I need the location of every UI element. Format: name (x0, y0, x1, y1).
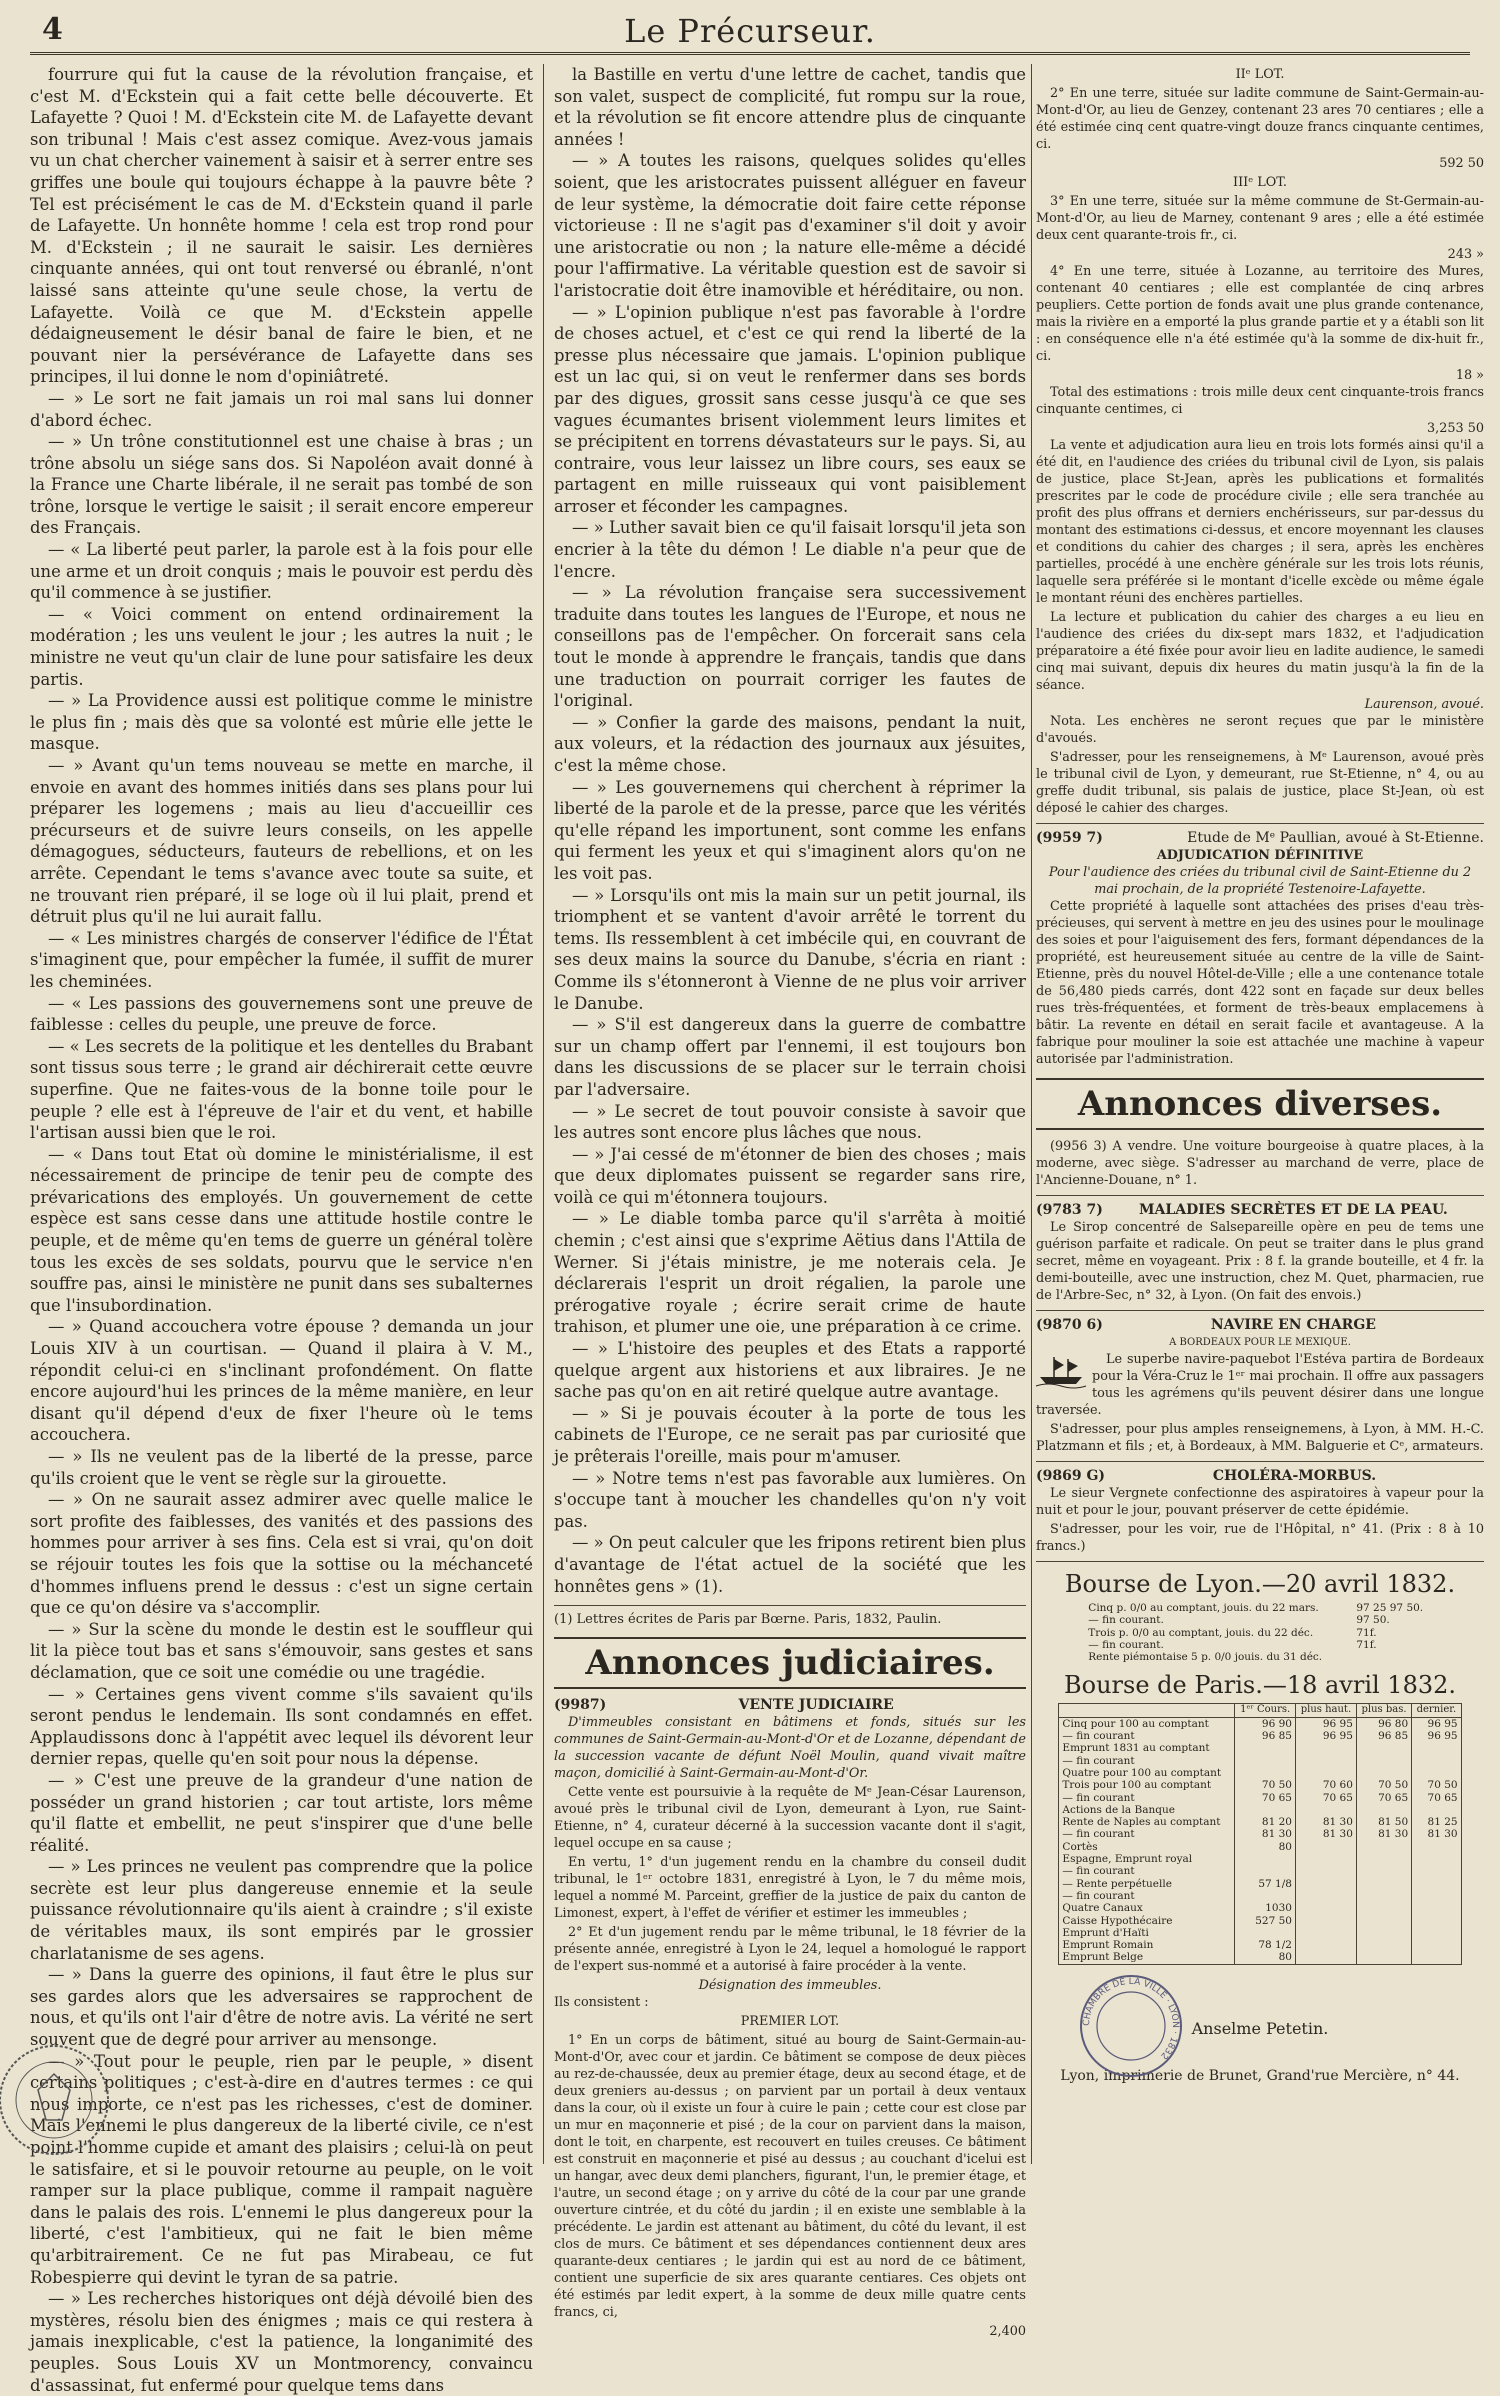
masthead (30, 8, 1470, 55)
official-stamp (1076, 1971, 1186, 2081)
bourse-value (1412, 1865, 1461, 1877)
lot3-title: IIIᵉ LOT. (1233, 175, 1287, 190)
bourse-label: Cortès (1062, 1840, 1098, 1853)
bourse-label: — fin courant (1062, 1754, 1135, 1767)
bourse-value (1356, 1841, 1411, 1853)
bourse-row (1059, 1890, 1461, 1902)
col2-article (554, 64, 1026, 1597)
bourse-label: — fin courant. (1088, 1614, 1164, 1627)
bourse-value: 70 50 (1235, 1779, 1296, 1791)
column-1 (30, 64, 533, 2395)
bourse-value (1356, 1742, 1411, 1754)
bourse-value (1295, 1951, 1356, 1964)
ad-navire (1036, 1317, 1484, 1455)
bourse-row (1085, 1639, 1434, 1651)
article-paragraph: — » Lorsqu'ils ont mis la main sur un petit journal, ils triomphent et se vantent d'avoir arrêté le torrent du tems. Ils ressemblent à cet imbécile qui, en couvrant de ses deux mains la source du Danube, s'écria en riant : Comme ils s'étonneront à Vienne de ne plus voir arriver le Danube. (554, 885, 1026, 1013)
article-paragraph: — » On ne saurait assez admirer avec quelle malice le sort profite des faiblesses, des vanités et des passions des hommes pour arriver à ses fins. Cela est si vrai, qu'on doit se réjouir toutes les fois que la sottise ou la méchanceté d'hommes influens prend le dessus : c'est un signe certain que ce qu'on désire va s'accomplir. (30, 1490, 533, 1618)
maladies-text: Le Sirop concentré de Salsepareille opère en peu de tems une guérison parfaite et radicale. On peut se traiter dans le plus grand secret, même en voyageant. Prix : 8 f. la grande bouteille, et 4 fr. la demi-bouteille, avec une instruction, chez M. Quet, pharmacien, rue de l'Arbre-Sec, n° 32, à Lyon. (On fait des envois.) (1036, 1220, 1484, 1303)
bourse-value (1295, 1902, 1356, 1914)
bourse-value (1412, 1915, 1461, 1927)
bourse-value (1235, 1767, 1296, 1779)
judicial-heading: Annonces judiciaires. (554, 1637, 1026, 1689)
bourse-value (1412, 1804, 1461, 1816)
bourse-value (1356, 1927, 1411, 1939)
vente-paragraph: 2° Et d'un jugement rendu par le même tribunal, le 18 février de la présente année, enregistré à Lyon le 24, lequel a homologué le rapport de l'expert sus-nommé et a autorisé à faire procéder à la vente. (554, 1925, 1026, 1975)
bourse-value (1295, 1853, 1356, 1865)
bourse-label: — fin courant (1062, 1865, 1135, 1878)
bourse-value: 96 85 (1235, 1730, 1296, 1742)
bourse-value (1356, 1902, 1411, 1914)
bourse-value: 96 95 (1412, 1730, 1461, 1742)
bourse-value (1235, 1890, 1296, 1902)
bourse-value: 97 50. (1356, 1614, 1390, 1627)
article-paragraph: — » Les recherches historiques ont déjà dévoilé bien des mystères, résolu bien des énigmes ; mais ce qui restera à jamais inexplicable, c'est la patience, la longanimité des peuples. Sous Louis XV un Montmorency, convaincu d'assassinat, fut enfermé pour quelque tems dans (30, 2289, 533, 2395)
bourse-value: 96 95 (1295, 1717, 1356, 1730)
article-paragraph: — » Tout pour le peuple, rien par le peuple, » disent certains politiques ; c'est-à-dire en d'autres termes : ce qui nous importe, ce n'est pas les richesses, c'est de dominer. Mais l'ennemi le plus dangereux de la liberté civile, ce n'est point l'homme cupide et amant des plaisirs ; celui-là on peut le satisfaire, et si le pouvoir retourne au peuple, on le voit ramper sur la place publique, comme il rampait naguère dans le palais des rois. L'ennemi le plus dangereux pour la liberté, c'est l'ambitieux, qui ne fait le bien même qu'arbitrairement. Ce ne fut pas Mirabeau, ce fut Robespierre qui devint le tyran de sa patrie. (30, 2051, 533, 2287)
bourse-label: Rente de Naples au comptant (1062, 1816, 1221, 1829)
bourse-label: Emprunt 1831 au comptant (1062, 1742, 1210, 1755)
bourse-header: dernier. (1412, 1704, 1461, 1717)
bourse-value (1295, 1915, 1356, 1927)
bourse-header: plus haut. (1295, 1704, 1356, 1717)
vente-paragraph: En vertu, 1° d'un jugement rendu en la chambre du conseil dudit tribunal, le 1ᵉʳ octobre 1831, enregistré à Lyon, le 7 du même mois, lequel a nommé M. Parceint, greffier de la justice de paix du canton de Limonest, expert, à l'effet de vérifier et estimer les immeubles ; (554, 1855, 1026, 1922)
ad-maladies (1036, 1202, 1484, 1304)
bourse-row (1059, 1915, 1461, 1927)
article-paragraph: — » Le diable tomba parce qu'il s'arrêta à moitié chemin ; c'est ainsi que s'exprime Aëtius dans l'Attila de Werner. Si j'étais ministre, je me noterais cela. Je déclarerais l'esprit un droit régalien, la parole une prérogative royale ; écrire serait crime de haute trahison, et plumer une oie, une préparation à ce crime. (554, 1209, 1026, 1337)
article-paragraph: — » L'opinion publique n'est pas favorable à l'ordre de choses actuel, et c'est ce qui rend la liberté de la presse plus nécessaire que jamais. L'opinion publique est un lac qui, si on veut le renfermer dans ses bords par des digues, grossit sans cesse jusqu'à ce que ses vagues écumantes brisent violemment leurs limites et se précipitent en torrens dévastateurs sur le pays. Si, au contraire, vous leur laissez un libre cours, ses eaux se partagent en mille ruisseaux qui vont paisiblement arroser et féconder les campagnes. (554, 302, 1026, 516)
article-paragraph: — » A toutes les raisons, quelques solides qu'elles soient, que les aristocrates puissent alléguer en faveur de leur système, la démocratie doit faire cette réponse victorieuse : Il ne s'agit pas d'examiner s'il doit y avoir une aristocratie ou non ; la nature elle-même a décidé pour l'affirmative. La véritable question est de savoir si l'aristocratie doit être inamovible et héréditaire, ou non. (554, 151, 1026, 300)
bourse-row (1059, 1730, 1461, 1742)
adjud-title: ADJUDICATION DÉFINITIVE (1156, 848, 1364, 863)
adjudication-ad (1036, 830, 1484, 1068)
bourse-value: 81 30 (1295, 1828, 1356, 1840)
vente-paragraphs (554, 1784, 1026, 1975)
bourse-value: 70 65 (1356, 1792, 1411, 1804)
navire-title: NAVIRE EN CHARGE (1210, 1317, 1376, 1333)
nota: Nota. Les enchères ne seront reçues que par le ministère d'avoués. (1036, 714, 1484, 746)
total-amount: 3,253 50 (1427, 421, 1484, 436)
article-paragraph: — » C'est une preuve de la grandeur d'une nation de posséder un grand historien ; car tout artiste, lors même qu'il flatte et embellit, ne peut s'inspirer que d'une belle réalité. (30, 1770, 533, 1855)
ship-icon (1036, 1353, 1086, 1387)
bourse-value: 70 65 (1412, 1792, 1461, 1804)
bourse-label: Quatre pour 100 au comptant (1062, 1766, 1222, 1779)
vente-paragraph: Cette vente est poursuivie à la requête de Mᵉ Jean-César Laurenson, avoué près le tribunal civil de Lyon, demeurant à Lyon, rue Saint-Etienne, n° 4, curateur décerné à la succession vacante dont il s'agit, lequel occupe en sa cause ; (554, 1785, 1026, 1852)
bourse-value (1295, 1841, 1356, 1853)
bourse-value (1353, 1651, 1434, 1663)
adjud-study: Etude de Mᵉ Paullian, avoué à St-Etienne. (1187, 830, 1484, 846)
seal-icon (2, 2030, 122, 2170)
bourse-row (1059, 1779, 1461, 1791)
bourse-value (1356, 1915, 1411, 1927)
bourse-row (1085, 1651, 1434, 1663)
adjud-sub: Pour l'audience des criées du tribunal civil de Saint-Etienne du 2 mai prochain, de la propriété Testenoire-Lafayette. (1048, 865, 1472, 897)
bourse-value: 78 1/2 (1235, 1939, 1296, 1951)
sale-conditions (1036, 437, 1484, 694)
separator (1036, 823, 1484, 824)
bourse-value (1235, 1865, 1296, 1877)
bourse-label: Cinq pour 100 au comptant (1062, 1717, 1209, 1730)
article-paragraph: — » Certaines gens vivent comme s'ils savaient qu'ils seront pendus le lendemain. Ils sont condamnés en effet. Applaudissons donc à l'appétit avec lequel ils dévorent leur dernier repas, quelle qu'en soit pour nous la dépense. (30, 1684, 533, 1769)
bourse-row (1059, 1878, 1461, 1890)
vente-title: VENTE JUDICIAIRE (738, 1697, 894, 1714)
sale-paragraph: La lecture et publication du cahier des charges a eu lieu en l'audience des criées du dix-sept mars 1832, et l'adjudication préparatoire a été fixée pour avoir lieu en ladite audience, le samedi cinq mai suivant, depuis dix heures du matin jusqu'à la fin de la séance. (1036, 610, 1484, 693)
bourse-value: 96 90 (1235, 1717, 1296, 1730)
lot3a-amount: 243 » (1447, 247, 1484, 262)
bourse-paris-title: Bourse de Paris.—18 avril 1832. (1063, 1671, 1457, 1700)
cholera-title: CHOLÉRA-MORBUS. (1212, 1468, 1377, 1484)
bourse-row (1059, 1902, 1461, 1914)
article-paragraph: — » Dans la guerre des opinions, il faut être le plus sur ses gardes alors que les adversaires se rapprochent de nous, et qu'ils ont l'air d'être de notre avis. La vérité ne sert souvent que de degré pour arriver au mensonge. (30, 1965, 533, 2050)
bourse-value: 70 50 (1412, 1779, 1461, 1791)
bourse-label: Cinq p. 0/0 au comptant, jouis. du 22 mars. (1088, 1602, 1319, 1614)
bourse-paris-table (1058, 1703, 1461, 1964)
bourse-value (1295, 1804, 1356, 1816)
bourse-header: plus bas. (1356, 1704, 1411, 1717)
article-paragraph: — » Un trône constitutionnel est une chaise à bras ; un trône absolu un siége sans dos. Si Napoléon avait donné à la France une Charte libérale, il ne serait pas tombé de son trône, lorsque le vertige le saisit ; il serait encore empereur des Français. (30, 432, 533, 538)
page-number: 4 (42, 12, 63, 47)
bourse-lyon-title: Bourse de Lyon.—20 avril 1832. (1064, 1570, 1456, 1598)
bourse-value: 96 95 (1412, 1717, 1461, 1730)
lot1-text: 1° En un corps de bâtiment, situé au bourg de Saint-Germain-au-Mont-d'Or, avec cour et jardin. Ce bâtiment se compose de deux pièces au rez-de-chaussée, deux au premier étage, deux au second étage, et de deux greniers au-dessus ; on parvient par un portail à deux ventaux dans la cour, où il existe un four à cuire le pain ; cette cour est close par un mur en maçonnerie et pisé ; de la cour on parvient dans la maison, dont le toit, en charpente, est recouvert en tuiles creuses. Ce bâtiment est construit en maçonnerie et pisé au dessus ; au couchant d'icelui est un hangar, avec deux demi planchers, figurant, l'un, le premier étage, et l'autre, un second étage ; on y arrive du côté de la cour par une grande ouverture cintrée, et du côté du jardin ; il en existe une semblable à la précédente. Le jardin est attenant au bâtiment, du côté du levant, il est clos de murs. Ce bâtiment et ses dépendances contiennent deux ares quarante-deux centiares ; le jardin qui est au nord de ce bâtiment, contient une superficie de six ares quarante centiares. Ces objets ont été estimés par ledit expert, à la somme de deux mille quatre cents francs, ci, (554, 2033, 1026, 2321)
ad-voiture-text: (9956 3) A vendre. Une voiture bourgeoise à quatre places, à la moderne, avec siège. S'adresser au marchand de verre, place de l'Ancienne-Douane, n° 1. (1036, 1139, 1484, 1188)
bourse-value (1295, 1927, 1356, 1939)
lot1-amount: 2,400 (989, 2324, 1026, 2340)
lots-section (1036, 66, 1484, 817)
signed-by: Laurenson, avoué. (1364, 697, 1484, 712)
column-2 (554, 64, 1026, 2340)
column-3 (1036, 64, 1484, 2164)
bourse-row (1085, 1627, 1434, 1639)
bourse-value (1356, 1951, 1411, 1964)
bourse-value (1412, 1742, 1461, 1754)
bourse-value (1412, 1767, 1461, 1779)
bourse-row (1059, 1717, 1461, 1730)
bourse-label: Rente piémontaise 5 p. 0/0 jouis. du 31 déc. (1088, 1651, 1323, 1664)
footnote: (1) Lettres écrites de Paris par Bœrne. Paris, 1832, Paulin. (554, 1605, 1026, 1627)
bourse-value (1235, 1755, 1296, 1767)
bourse-value (1356, 1767, 1411, 1779)
bourse-value: 527 50 (1235, 1915, 1296, 1927)
vente-header (554, 1697, 1026, 1714)
ad-cholera (1036, 1468, 1484, 1555)
bourse-value: 71f. (1356, 1638, 1377, 1651)
bourse-label: Caisse Hypothécaire (1062, 1914, 1173, 1927)
bourse-header (1059, 1704, 1235, 1717)
bourse-lyon-table (1085, 1602, 1434, 1663)
bourse-value (1356, 1865, 1411, 1877)
navire-text: Le superbe navire-paquebot l'Estéva partira de Bordeaux pour la Véra-Cruz le 1ᵉʳ mai prochain. Il offre aux passagers tous les agrémens qu'ils peuvent désirer dans une longue traversée. (1036, 1352, 1484, 1418)
article-paragraph: — « Dans tout Etat où domine le ministérialisme, il est nécessairement de principe de tenir peu de compte des prévarications des employés. Un gouvernement de cette espèce est sans cesse dans une attitude hostile contre le peuple, et de même qu'en tems de guerre un général tolère tous les excès de ses soldats, pourvu que le service n'en souffre pas, ainsi le ministère ne punit dans ses subalternes que l'insubordination. (30, 1144, 533, 1315)
bourse-label: Actions de la Banque (1062, 1803, 1175, 1816)
bourse-value: 81 50 (1356, 1816, 1411, 1828)
bourse-label: Quatre Canaux (1062, 1902, 1143, 1915)
lot2-amount: 592 50 (1439, 156, 1484, 171)
bourse-value (1295, 1755, 1356, 1767)
bourse-value (1235, 1927, 1296, 1939)
bourse-value (1412, 1902, 1461, 1914)
column-rule (1031, 64, 1032, 2164)
adjud-header (1036, 830, 1484, 847)
bourse-value (1235, 1742, 1296, 1754)
article-paragraph: — » J'ai cessé de m'étonner de bien des choses ; mais que deux diplomates puissent se regarder sans rire, voilà ce qui m'étonnera toujours. (554, 1144, 1026, 1207)
bourse-value (1356, 1804, 1411, 1816)
lot3b-text: 4° En une terre, située à Lozanne, au territoire des Mures, contenant 40 centiares ; elle est complantée de cinq arbres peupliers. Cette portion de fonds avait une plus grande contenance, mais la rivière en a emporté la plus grande partie et y a établi son lit : en conséquence elle n'a été estimée qu'à la somme de dix-huit fr., ci. (1036, 264, 1484, 364)
article-paragraph: — » Les princes ne veulent pas comprendre que la police secrète est leur plus dangereuse ennemie et la seule puissance révolutionnaire qu'ils aient à craindre ; s'il existe de véritables maux, ils sont empirés par le grossier charlatanisme de ses agens. (30, 1857, 533, 1963)
bourse-row (1059, 1816, 1461, 1828)
bourse-value (1295, 1767, 1356, 1779)
bourse-row (1085, 1602, 1434, 1614)
navire-header (1036, 1317, 1484, 1334)
bourse-value: 96 95 (1295, 1730, 1356, 1742)
bourse-value (1356, 1878, 1411, 1890)
bourse-value (1412, 1853, 1461, 1865)
adjud-text: Cette propriété à laquelle sont attachées des prises d'eau très-précieuses, qui servent à mettre en jeu des usines pour le moulinage des soies et pour l'aiguisement des fers, formant dépendances de la propriété, est heureusement située au centre de la ville de Saint-Etienne, près du nouvel Hôtel-de-Ville ; elle a une contenance totale de 56,480 pieds carrés, dont 422 sont en façade sur deux belles rues très-fréquentées, et forment de très-beaux emplacemens à bâtir. La revente en détail en serait facile et avantageuse. A la fabrique pour mouliner la soie est attachée une machine à vapeur autorisée par l'administration. (1036, 899, 1484, 1067)
bourse-label: Emprunt Romain (1062, 1939, 1154, 1952)
bourse-value: 97 25 97 50. (1356, 1602, 1424, 1614)
bourse-value (1412, 1841, 1461, 1853)
bourse-header: 1ᵉʳ Cours. (1235, 1704, 1296, 1717)
ad-voiture (1036, 1138, 1484, 1189)
cholera-header (1036, 1468, 1484, 1485)
bourse-value: 71f. (1356, 1626, 1377, 1639)
bourse-label: Trois pour 100 au comptant (1062, 1779, 1212, 1792)
bourse-row (1059, 1853, 1461, 1865)
bourse-value: 81 30 (1235, 1828, 1296, 1840)
bourse-row (1059, 1767, 1461, 1779)
designation-heading: Désignation des immeubles. (698, 1978, 882, 1994)
bourse-value (1412, 1890, 1461, 1902)
article-paragraph: — » Notre tems n'est pas favorable aux lumières. On s'occupe tant à moucher les chandelles qu'on n'y voit pas. (554, 1468, 1026, 1531)
bourse-row (1059, 1865, 1461, 1877)
article-paragraph: la Bastille en vertu d'une lettre de cachet, tandis que son valet, suspect de complicité, fut rompu sur la roue, et la révolution se fit encore attendre plus de cinquante années ! (554, 65, 1026, 149)
bourse-value: 81 30 (1412, 1828, 1461, 1840)
bourse-value (1412, 1939, 1461, 1951)
bourse-value (1295, 1865, 1356, 1877)
bourse-value (1356, 1939, 1411, 1951)
bourse-row (1059, 1939, 1461, 1951)
maladies-header (1036, 1202, 1484, 1219)
bourse-label: — fin courant (1062, 1889, 1135, 1902)
navire-number: (9870 6) (1036, 1317, 1103, 1333)
article-paragraph: — « Les secrets de la politique et les dentelles du Brabant sont tissus sous terre ; le grand air déchirerait cette œuvre superfine. Que ne faites-vous de la bonne toile pour le peuple ? elle est à l'épreuve de l'air et du vent, et habille l'artisan aussi bien que le roi. (30, 1036, 533, 1143)
article-paragraph: — » Le sort ne fait jamais un roi mal sans lui donner d'abord échec. (30, 388, 533, 430)
article-paragraph: — » Sur la scène du monde le destin est le souffleur qui lit la pièce tout bas et sans s'émouvoir, sans gestes et sans déclamation, que ce soit une comédie ou une tragédie. (30, 1619, 533, 1682)
cholera-text: Le sieur Vergnete confectionne des aspiratoires à vapeur pour la nuit et pour le jour, pouvant préserver de cette épidémie. (1036, 1486, 1484, 1518)
bourse-label: — fin courant (1062, 1828, 1135, 1841)
consistent-line: Ils consistent : (554, 1995, 649, 2011)
article-paragraph: — « Les ministres chargés de conserver l'édifice de l'État s'imaginent que, pour empêcher la fumée, il suffit de murer les cheminées. (30, 928, 533, 991)
bourse-value (1295, 1939, 1356, 1951)
address: S'adresser, pour les renseignemens, à Mᵉ Laurenson, avoué près le tribunal civil de Lyon, y demeurant, rue St-Etienne, n° 4, ou au greffe dudit tribunal, sis palais de justice, place St-Jean, où est déposé le cahier des charges. (1036, 750, 1484, 816)
bourse-value (1356, 1755, 1411, 1767)
article-paragraph: — » Avant qu'un tems nouveau se mette en marche, il envoie en avant des hommes initiés dans ses plans pour lui préparer les logemens ; mais au lieu d'accueillir ces précurseurs et de suivre leurs conseils, on les appelle démagogues, séducteurs, fauteurs de rebellions, et on les arrête. Cependant le tems s'avance avec toute sa suite, et ne trouvant rien préparé, il se loge où il lui plait, prend et détruit plus qu'il ne lui aurait fallu. (30, 756, 533, 927)
bourse-value: 70 65 (1235, 1792, 1296, 1804)
article-paragraph: — « La liberté peut parler, la parole est à la fois pour elle une arme et un droit conquis ; mais le pouvoir est perdu dès qu'il commence à se justifier. (30, 540, 533, 603)
article-paragraph: — » La Providence aussi est politique comme le ministre le plus fin ; mais dès que sa volonté est mûrie elle jette le masque. (30, 691, 533, 754)
signature: Anselme Petetin. (1191, 2018, 1329, 2038)
bourse-row (1059, 1755, 1461, 1767)
column-rule (543, 64, 544, 2164)
bourse-row (1059, 1927, 1461, 1939)
bourse-label: Emprunt Belge (1062, 1951, 1144, 1964)
article-paragraph: — « Les passions des gouvernemens sont une preuve de faiblesse : celles du peuple, une preuve de force. (30, 993, 533, 1035)
bourse-value: 81 30 (1356, 1828, 1411, 1840)
bourse-label: Trois p. 0/0 au comptant, jouis. du 22 déc. (1088, 1626, 1314, 1639)
bourse-row (1085, 1614, 1434, 1626)
separator (1036, 1561, 1484, 1562)
lot1-title: PREMIER LOT. (740, 2014, 840, 2030)
bourse-value: 57 1/8 (1235, 1878, 1296, 1890)
bourse-label: Emprunt d'Haïti (1062, 1926, 1149, 1939)
lot3a-text: 3° En une terre, située sur la même commune de St-Germain-au-Mont-d'Or, au lieu de Marney, contenant 9 ares ; elle a été estimée deux cent quarante-trois fr., ci. (1036, 194, 1484, 243)
newspaper-title: Le Précurseur. (624, 12, 876, 50)
bourse-label: Espagne, Emprunt royal (1062, 1853, 1193, 1866)
bourse-value (1412, 1951, 1461, 1964)
maladies-title: MALADIES SECRÈTES ET DE LA PEAU. (1139, 1202, 1448, 1218)
bourse-row (1059, 1792, 1461, 1804)
article-paragraph: — » Quand accouchera votre épouse ? demanda un jour Louis XIV à un courtisan. — Quand il plaira à V. M., répondit celui-ci en s'inclinant profondément. On flatte encore aujourd'hui les princes de la même manière, en leur disant qu'il dépend d'eux de fixer l'heure où le tems accouchera. (30, 1317, 533, 1445)
bourse-value: 70 60 (1295, 1779, 1356, 1791)
bourse-value: 81 25 (1412, 1816, 1461, 1828)
bourse-value: 80 (1235, 1841, 1296, 1853)
bourse-value (1356, 1853, 1411, 1865)
separator (1036, 1310, 1484, 1311)
article-paragraph: — » La révolution française sera successivement traduite dans toutes les langues de l'Europe, et nous ne conseillons pas de l'empêcher. On forcerait sans cela tout le monde à apprendre le français, tandis que dans une traduction on pourrait corriger les fautes de l'original. (554, 583, 1026, 711)
navire-sub: A BORDEAUX POUR LE MEXIQUE. (1169, 1337, 1351, 1348)
bourse-value: 1030 (1235, 1902, 1296, 1914)
article-paragraph: fourrure qui fut la cause de la révolution française, et c'est M. d'Eckstein qui a fait cette belle découverte. Et Lafayette ? Quoi ! M. d'Eckstein cite M. de Lafayette devant son tribunal ! Mais c'est assez comique. Avez-vous jamais vu un chat chercher vainement à saisir et à serrer entre ses griffes une boule qui toujours échappe à la pauvre bête ? Tel est précisément le cas de M. d'Eckstein quand il parle de Lafayette. Un honnête homme ! cela est trop rond pour M. d'Eckstein ; il ne saurait le saisir. Les dernières cinquante années, qui ont tout renversé ou ébranlé, n'ont laissé sans atteinte qu'une seule chose, la vertu de Lafayette. Voilà ce que M. d'Eckstein appelle dédaigneusement le désir banal de faire le bien, et ne pouvant nier la persévérance de Lafayette dans ses principes, il lui donne le nom d'opiniâtreté. (30, 65, 533, 387)
bourse-row (1059, 1841, 1461, 1853)
article-paragraph: — » Les gouvernemens qui cherchent à réprimer la liberté de la parole et de la presse, parce que les vérités qu'elle répand les importunent, sont comme les enfans qui ferment les yeux et qui s'imaginent alors qu'on ne les voit pas. (554, 777, 1026, 883)
cholera-number: (9869 G) (1036, 1468, 1106, 1484)
article-paragraph: — » Ils ne veulent pas de la liberté de la presse, parce qu'ils croient que le vent se règle sur la girouette. (30, 1447, 533, 1488)
diverses-heading: Annonces diverses. (1036, 1078, 1484, 1130)
bourse-value (1295, 1878, 1356, 1890)
bourse-value: 70 50 (1356, 1779, 1411, 1791)
vente-number: (9987) (554, 1697, 607, 1714)
article-paragraph: — » On peut calculer que les fripons retirent bien plus d'avantage de l'état actuel de la société que les honnêtes gens » (1). (554, 1533, 1026, 1596)
bourse-value: 80 (1235, 1951, 1296, 1964)
bourse-label: — fin courant. (1088, 1638, 1164, 1651)
article-paragraph: — » Si je pouvais écouter à la porte de tous les cabinets de l'Europe, ce ne serait pas par curiosité que je prêterais l'oreille, mais pour m'amuser. (554, 1403, 1026, 1466)
bourse-value: 96 80 (1356, 1717, 1411, 1730)
printer-line: Lyon, imprimerie de Brunet, Grand'rue Mercière, n° 44. (1060, 2067, 1460, 2084)
bourse-value (1412, 1755, 1461, 1767)
lot2-title: IIᵉ LOT. (1235, 67, 1285, 82)
article-paragraph: — » Confier la garde des maisons, pendant la nuit, aux voleurs, et la rédaction des journaux aux jésuites, c'est la même chose. (554, 712, 1026, 775)
bourse-value (1235, 1804, 1296, 1816)
bourse-label: — fin courant (1062, 1791, 1135, 1804)
bourse-value: 81 20 (1235, 1816, 1296, 1828)
article-paragraph: — » Luther savait bien ce qu'il faisait lorsqu'il jeta son encrier à la tête du démon ! Le diable n'a peur que de l'encre. (554, 518, 1026, 581)
separator (1036, 1195, 1484, 1196)
lot3b-amount: 18 » (1455, 368, 1484, 383)
bourse-row (1059, 1742, 1461, 1754)
article-paragraph: — « Voici comment on entend ordinairement la modération ; les uns veulent le jour ; les autres la nuit ; le ministre ne veut qu'un clair de lune pour satisfaire les deux partis. (30, 604, 533, 689)
separator (1036, 1461, 1484, 1462)
bourse-row (1059, 1951, 1461, 1964)
article-paragraph: — » S'il est dangereux dans la guerre de combattre sur un champ offert par l'ennemi, il est toujours bon dans les discussions de se placer sur le terrain choisi par l'adversaire. (554, 1015, 1026, 1099)
article-paragraph: — » L'histoire des peuples et des Etats a rapporté quelque argent aux historiens et aux libraires. Je ne sache pas qu'on en ait retiré quelque autre avantage. (554, 1339, 1026, 1402)
bourse-value (1356, 1890, 1411, 1902)
bourse-row (1059, 1804, 1461, 1816)
bourse-value (1412, 1878, 1461, 1890)
total-text: Total des estimations : trois mille deux cent cinquante-trois francs cinquante centimes, ci (1036, 385, 1484, 417)
vente-intro: D'immeubles consistant en bâtimens et fonds, situés sur les communes de Saint-Germain-au-Mont-d'Or et de Lozanne, dépendant de la succession vacante de défunt Noël Moulin, quand vivait maître maçon, domicilié à Saint-Germain-au-Mont-d'Or. (554, 1715, 1026, 1782)
vente-judiciaire (554, 1697, 1026, 2340)
sale-paragraph: La vente et adjudication aura lieu en trois lots formés ainsi qu'il a été dit, en l'audience des criées du tribunal civil de Lyon, sis palais de justice, place St-Jean, après les publications et formalités prescrites par le code de procédure civile ; elle sera tranchée au profit des plus offrans et derniers enchérisseurs, sur par-dessus du montant des estimations ci-dessus, et encore moyennant les clauses et conditions du cahier des charges ; il sera, après les enchères partielles, procédé à une enchère générale sur les trois lots réunis, laquelle sera préférée si le montant d'icelle excède ou même égale le montant réuni des enchères partielles. (1036, 438, 1484, 606)
cholera-contact: S'adresser, pour les voir, rue de l'Hôpital, n° 41. (Prix : 8 à 10 francs.) (1036, 1522, 1484, 1554)
bourse-row (1059, 1828, 1461, 1840)
bourse-value: 70 65 (1295, 1792, 1356, 1804)
bourse-value (1295, 1890, 1356, 1902)
adjud-number: (9959 7) (1036, 830, 1103, 846)
article-paragraph: — » Le secret de tout pouvoir consiste à savoir que les autres sont encore plus lâches que nous. (554, 1101, 1026, 1143)
bourse-label: — fin courant (1062, 1730, 1135, 1743)
bourse-label: — Rente perpétuelle (1062, 1877, 1172, 1890)
bourse-value: 81 30 (1295, 1816, 1356, 1828)
bourse-value (1412, 1927, 1461, 1939)
navire-contact: S'adresser, pour plus amples renseignemens, à Lyon, à MM. H.-C. Platzmann et fils ; et, à Bordeaux, à MM. Balguerie et Cᵉ, armateurs. (1036, 1422, 1484, 1454)
stamp-text: CHAMBRE DE LA VILLE · LYON · 1832 (1081, 1976, 1181, 2061)
bourse-value: 96 85 (1356, 1730, 1411, 1742)
lot2-text: 2° En une terre, située sur ladite commune de Saint-Germain-au-Mont-d'Or, au lieu de Genzey, contenant 23 ares 70 centiares ; elle a été estimée cinq cent quatre-vingt douze francs cinquante centimes, ci. (1036, 86, 1484, 152)
bourse-value (1295, 1742, 1356, 1754)
maladies-number: (9783 7) (1036, 1202, 1103, 1218)
bourse-value (1235, 1853, 1296, 1865)
